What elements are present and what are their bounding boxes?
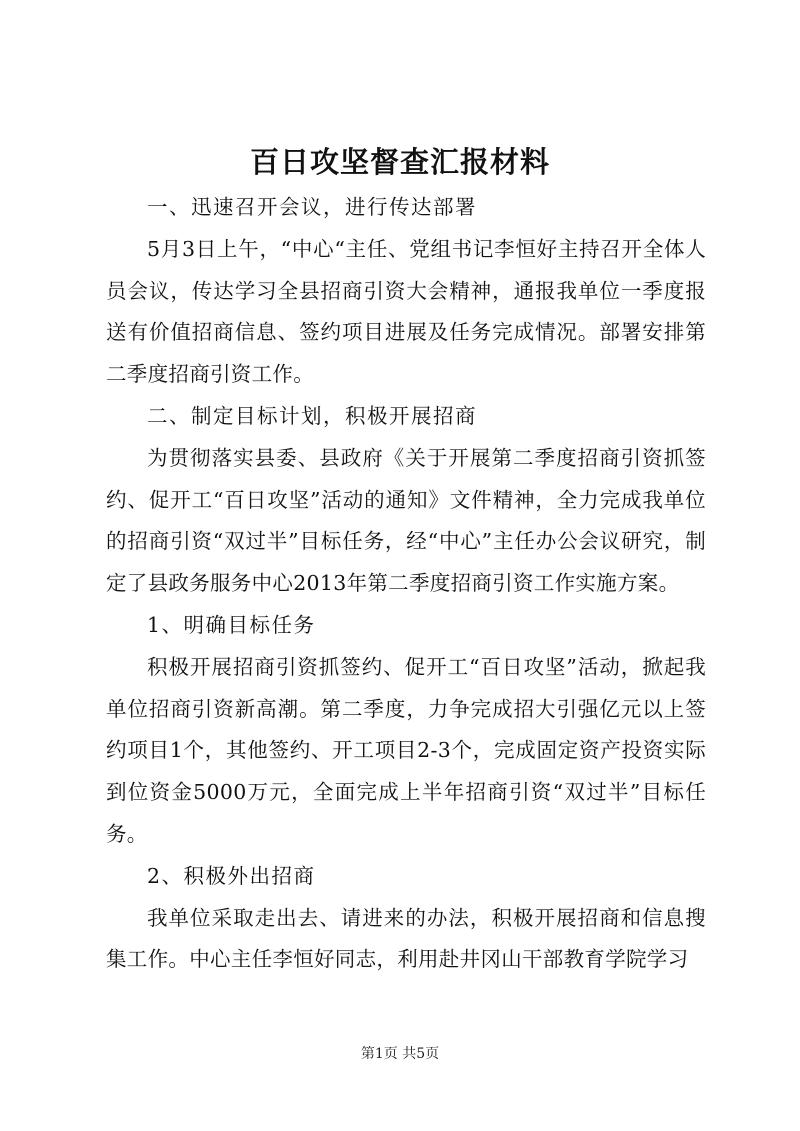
paragraph-plan: 为贯彻落实县委、县政府《关于开展第二季度招商引资抓签约、促开工“百日攻坚”活动的通知》文件精神，全力完成我单位的招商引资“双过半”目标任务，经“中心”主任办公会议研究，制定了县政务服务中心2013年第二季度招商引资工作实施方案。	[106, 445, 706, 596]
subheading-outbound: 2、积极外出招商	[147, 863, 316, 888]
paragraph-meeting: 5月3日上午，“中心“主任、党组书记李恒好主持召开全体人员会议，传达学习全县招商引资大会精神，通报我单位一季度报送有价值招商信息、签约项目进展及任务完成情况。部署安排第二季度招商引资工作。	[106, 236, 706, 387]
page-number-footer: 第1页 共5页	[360, 1046, 440, 1062]
section-heading-2: 二、制定目标计划，积极开展招商	[147, 403, 477, 428]
subheading-goals: 1、明确目标任务	[147, 612, 316, 637]
section-heading-1: 一、迅速召开会议，进行传达部署	[147, 195, 477, 219]
document-title: 百日攻坚督查汇报材料	[249, 145, 550, 179]
paragraph-outbound: 我单位采取走出去、请进来的办法，积极开展招商和信息搜集工作。中心主任李恒好同志，利用赴井冈山干部教育学院学习	[106, 905, 706, 972]
document-body	[106, 187, 706, 981]
paragraph-goals: 积极开展招商引资抓签约、促开工“百日攻坚”活动，掀起我单位招商引资新高潮。第二季度，力争完成招大引强亿元以上签约项目1个，其他签约、开工项目2-3个，完成固定资产投资实际到位资金5000万元，全面完成上半年招商引资“双过半”目标任务。	[106, 654, 706, 846]
